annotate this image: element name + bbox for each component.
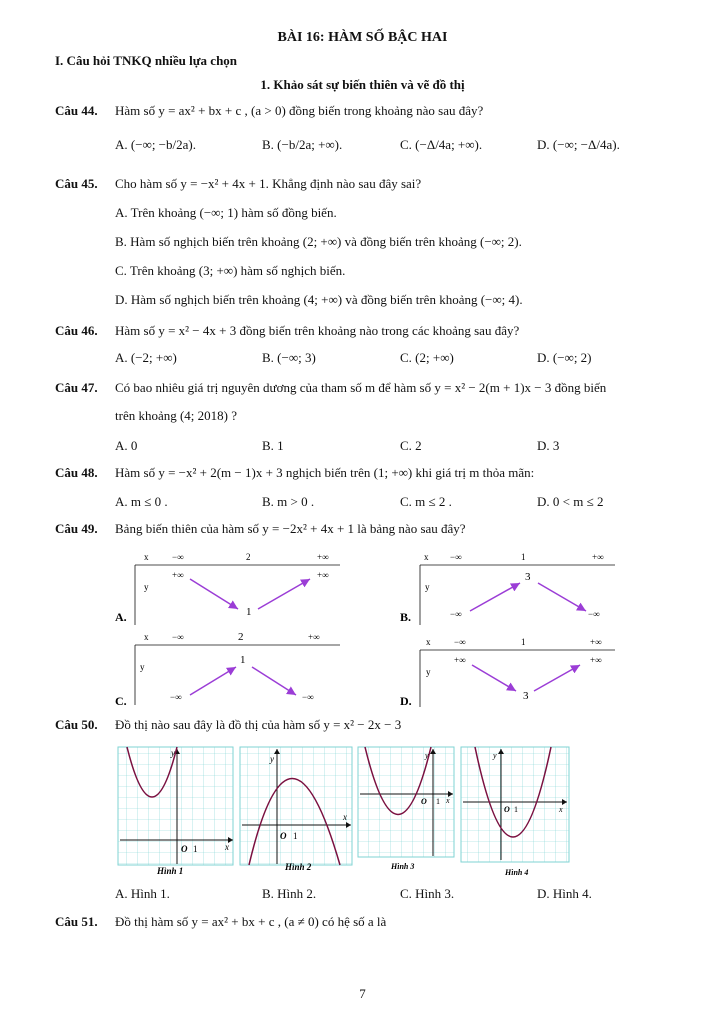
tbl-b-x3: +∞ xyxy=(592,552,604,562)
svg-text:y: y xyxy=(270,754,274,764)
table-b[interactable] xyxy=(400,552,615,625)
question-text: Hàm số y = x² − 4x + 3 đồng biến trên khoảng nào trong các khoảng sau đây? xyxy=(115,323,520,338)
tbl-c-x: x xyxy=(144,632,149,642)
tbl-a-y: y xyxy=(144,582,149,592)
option-d[interactable]: D. (−∞; −Δ/4a). xyxy=(537,137,620,152)
svg-text:y: y xyxy=(171,748,175,758)
caption: Hình 2 xyxy=(285,862,312,872)
question-text: Đồ thị hàm số y = ax² + bx + c , (a ≠ 0) có hệ số a là xyxy=(115,914,387,929)
tbl-a-letter: A. xyxy=(115,610,127,624)
arrow-down xyxy=(190,579,238,609)
tbl-b-v2: 3 xyxy=(525,571,531,583)
subsection-heading: 1. Khảo sát sự biến thiên và vẽ đồ thị xyxy=(260,77,465,92)
tbl-d-x1: −∞ xyxy=(454,637,466,647)
caption: Hình 1 xyxy=(157,866,184,876)
question-label: Câu 49. xyxy=(55,521,98,536)
svg-text:O: O xyxy=(280,831,287,841)
graph-options xyxy=(115,742,575,877)
tbl-a-v2: 1 xyxy=(246,606,252,618)
question-text: Cho hàm số y = −x² + 4x + 1. Khẳng định nào sau đây sai? xyxy=(115,176,422,191)
option-d[interactable]: D. 0 < m ≤ 2 xyxy=(537,494,604,509)
tbl-b-v3: −∞ xyxy=(588,609,600,619)
option-c[interactable]: C. (2; +∞) xyxy=(400,350,454,365)
question-label: Câu 46. xyxy=(55,323,98,338)
question-label: Câu 47. xyxy=(55,380,98,395)
svg-text:1: 1 xyxy=(193,844,198,854)
svg-text:x: x xyxy=(343,812,347,822)
tbl-d-letter: D. xyxy=(400,694,412,708)
question-text: Bảng biến thiên của hàm số y = −2x² + 4x + 1 là bảng nào sau đây? xyxy=(115,521,466,536)
option-d[interactable]: D. 3 xyxy=(537,438,560,453)
option-a[interactable]: A. Hình 1. xyxy=(115,886,170,901)
tbl-b-x2: 1 xyxy=(521,552,526,562)
option-c[interactable]: C. Trên khoảng (3; +∞) hàm số nghịch biến. xyxy=(115,263,346,278)
graph-hinh-1[interactable] xyxy=(118,747,233,876)
svg-text:y: y xyxy=(493,751,497,760)
graph-hinh-3[interactable] xyxy=(358,747,454,871)
svg-text:x: x xyxy=(446,796,450,805)
question-text: Có bao nhiêu giá trị nguyên dương của tham số m để hàm số y = x² − 2(m + 1)x − 3 đồng biến xyxy=(115,380,607,395)
question-label: Câu 48. xyxy=(55,465,98,480)
option-b[interactable]: B. (−∞; 3) xyxy=(262,350,316,365)
option-b[interactable]: B. Hàm số nghịch biến trên khoảng (2; +∞) và đồng biến trên khoảng (−∞; 2). xyxy=(115,234,522,249)
tbl-a-x: x xyxy=(144,552,149,562)
caption: Hình 3 xyxy=(391,862,415,871)
variation-tables xyxy=(110,545,670,710)
tbl-a-v1: +∞ xyxy=(172,570,184,580)
option-a[interactable]: A. (−2; +∞) xyxy=(115,350,177,365)
tbl-c-x1: −∞ xyxy=(172,632,184,642)
table-c[interactable] xyxy=(115,631,340,708)
tbl-c-x2: 2 xyxy=(238,631,244,643)
option-b[interactable]: B. Hình 2. xyxy=(262,886,317,901)
option-d[interactable]: D. Hàm số nghịch biến trên khoảng (4; +∞) và đồng biến trên khoảng (−∞; 4). xyxy=(115,292,523,307)
section-heading: I. Câu hỏi TNKQ nhiều lựa chọn xyxy=(55,53,238,68)
tbl-b-x1: −∞ xyxy=(450,552,462,562)
svg-text:O: O xyxy=(504,805,510,814)
option-a[interactable]: A. 0 xyxy=(115,438,138,453)
svg-text:O: O xyxy=(181,844,188,854)
option-a[interactable]: A. m ≤ 0 . xyxy=(115,494,168,509)
svg-text:x: x xyxy=(559,805,563,814)
tbl-a-x2: 2 xyxy=(246,552,251,562)
page-title: BÀI 16: HÀM SỐ BẬC HAI xyxy=(277,30,448,45)
tbl-b-y: y xyxy=(425,582,430,592)
option-c[interactable]: C. (−Δ/4a; +∞). xyxy=(400,137,483,152)
option-d[interactable]: D. (−∞; 2) xyxy=(537,350,592,365)
tbl-c-x3: +∞ xyxy=(308,632,320,642)
page-number: 7 xyxy=(359,986,366,1001)
question-label: Câu 44. xyxy=(55,103,98,118)
tbl-c-y: y xyxy=(140,662,145,672)
tbl-c-v2: 1 xyxy=(240,654,246,666)
tbl-d-x3: +∞ xyxy=(590,637,602,647)
option-c[interactable]: C. Hình 3. xyxy=(400,886,455,901)
question-label: Câu 51. xyxy=(55,914,98,929)
tbl-c-letter: C. xyxy=(115,694,127,708)
tbl-d-x2: 1 xyxy=(521,637,526,647)
question-text: Hàm số y = ax² + bx + c , (a > 0) đồng biến trong khoảng nào sau đây? xyxy=(115,103,484,118)
tbl-a-v3: +∞ xyxy=(317,570,329,580)
graph-hinh-4[interactable] xyxy=(461,747,569,877)
option-a[interactable]: A. (−∞; −b/2a). xyxy=(115,137,196,152)
tbl-c-v1: −∞ xyxy=(170,692,182,702)
option-b[interactable]: B. m > 0 . xyxy=(262,494,315,509)
svg-text:1: 1 xyxy=(436,797,440,806)
tbl-d-v3: +∞ xyxy=(590,655,602,665)
tbl-b-letter: B. xyxy=(400,610,412,624)
question-text: Đồ thị nào sau đây là đồ thị của hàm số y = x² − 2x − 3 xyxy=(115,717,402,732)
tbl-b-x: x xyxy=(424,552,429,562)
tbl-d-x: x xyxy=(426,637,431,647)
question-text: Hàm số y = −x² + 2(m − 1)x + 3 nghịch biến trên (1; +∞) khi giá trị m thỏa mãn: xyxy=(115,465,535,480)
tbl-d-v1: +∞ xyxy=(454,655,466,665)
svg-text:1: 1 xyxy=(293,831,298,841)
graph-hinh-2[interactable] xyxy=(240,747,352,872)
option-c[interactable]: C. m ≤ 2 . xyxy=(400,494,452,509)
caption: Hình 4 xyxy=(505,868,529,877)
tbl-a-x3: +∞ xyxy=(317,552,329,562)
tbl-c-v3: −∞ xyxy=(302,692,314,702)
table-d[interactable] xyxy=(400,637,615,708)
tbl-d-v2: 3 xyxy=(523,690,529,702)
option-a[interactable]: A. Trên khoảng (−∞; 1) hàm số đồng biến. xyxy=(115,205,337,220)
option-b[interactable]: B. 1 xyxy=(262,438,284,453)
option-d[interactable]: D. Hình 4. xyxy=(537,886,592,901)
svg-text:1: 1 xyxy=(514,805,518,814)
svg-text:O: O xyxy=(421,797,427,806)
question-label: Câu 50. xyxy=(55,717,98,732)
tbl-a-x1: −∞ xyxy=(172,552,184,562)
tbl-d-y: y xyxy=(426,667,431,677)
question-text-cont: trên khoảng (4; 2018) ? xyxy=(115,408,238,423)
option-c[interactable]: C. 2 xyxy=(400,438,422,453)
table-a[interactable] xyxy=(115,552,340,625)
question-label: Câu 45. xyxy=(55,176,98,191)
tbl-b-v1: −∞ xyxy=(450,609,462,619)
arrow-up xyxy=(258,579,310,609)
svg-text:x: x xyxy=(225,842,229,852)
option-b[interactable]: B. (−b/2a; +∞). xyxy=(262,137,343,152)
svg-text:y: y xyxy=(425,751,429,760)
